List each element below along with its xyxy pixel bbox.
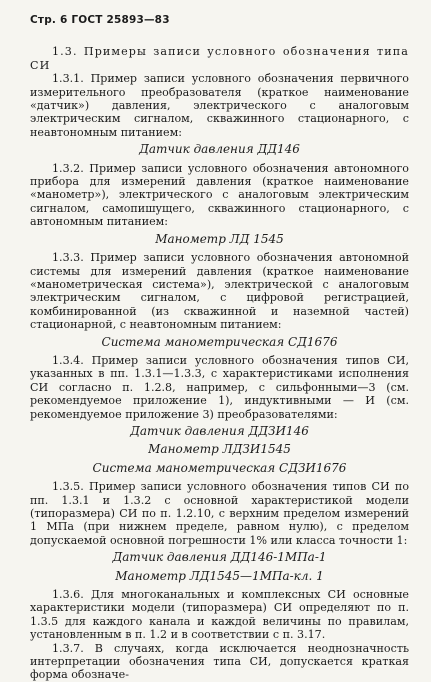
example-designation: Манометр ЛДЗИ1545 — [148, 442, 291, 457]
paragraph: 1.3.5. Пример записи условного обозначения типов СИ по пп. 1.3.1 и 1.3.2 с основной характеристикой модели (типоразмера) СИ по п. 1.2.10, с верхним пределом измерений 1 МПа (при нижнем пределе, равном нулю), с пределом допускаемой основной погрешности 1% или класса точности 1: — [30, 480, 409, 547]
paragraph: 1.3.7. В случаях, когда исключается неоднозначность интерпретации обозначения типа СИ, допускается краткая форма обозначе- — [30, 641, 409, 682]
paragraph: 1.3.3. Пример записи условного обозначения автономной системы для измерений давления (краткое наименование «манометрическая система»), электрической с аналоговым электрическим сигналом, с цифровой регистрацией, комбинированной (из скважинной и наземной частей) стационарной, с неавтономным питанием: — [30, 251, 409, 332]
page-header: Стр. 6 ГОСТ 25893—83 — [30, 14, 170, 26]
paragraph: 1.3.4. Пример записи условного обозначения типов СИ, указанных в пп. 1.3.1—1.3.3, с характеристиками исполнения СИ согласно п. 1.2.8, например, с сильфонными—3 (см. рекомендуемое приложение 1), индуктивными — И (см. рекомендуемое приложение 3) преобразователями: — [30, 353, 409, 421]
example-designation: Датчик давления ДД146-1МПа-1 — [112, 550, 327, 565]
example-designation: Датчик давления ДДЗИ146 — [130, 423, 309, 438]
example-designation: Датчик давления ДД146 — [139, 142, 300, 157]
document-body — [30, 45, 409, 681]
example-designation: Система манометрическая СДЗИ1676 — [92, 460, 347, 475]
paragraph: 1.3.1. Пример записи условного обозначения первичного измерительного преобразователя (краткое наименование «датчик») давления, электрического с аналоговым электрическим сигналом, скважинного стационарного, с неавтономным питанием: — [30, 72, 409, 139]
paragraph: 1.3.6. Для многоканальных и комплексных СИ основные характеристики модели (типоразмера) СИ определяют по п. 1.3.5 для каждого канала и каждой величины по правилам, установленным в п. 1.2 и в соответствии с п. 3.17. — [30, 588, 409, 642]
example-designation: Система манометрическая СД1676 — [101, 334, 338, 349]
example-designation: Манометр ЛД 1545 — [155, 231, 284, 246]
paragraph: 1.3.2. Пример записи условного обозначения автономного прибора для измерений давления (краткое наименование «манометр»), электрического с аналоговым электрическим сигналом, самопишущего, скважинного стационарного, с автономным питанием: — [30, 161, 409, 229]
paragraph: 1.3. Примеры записи условного обозначения типа СИ — [30, 45, 409, 72]
example-designation: Манометр ЛД1545—1МПа-кл. 1 — [115, 568, 324, 583]
